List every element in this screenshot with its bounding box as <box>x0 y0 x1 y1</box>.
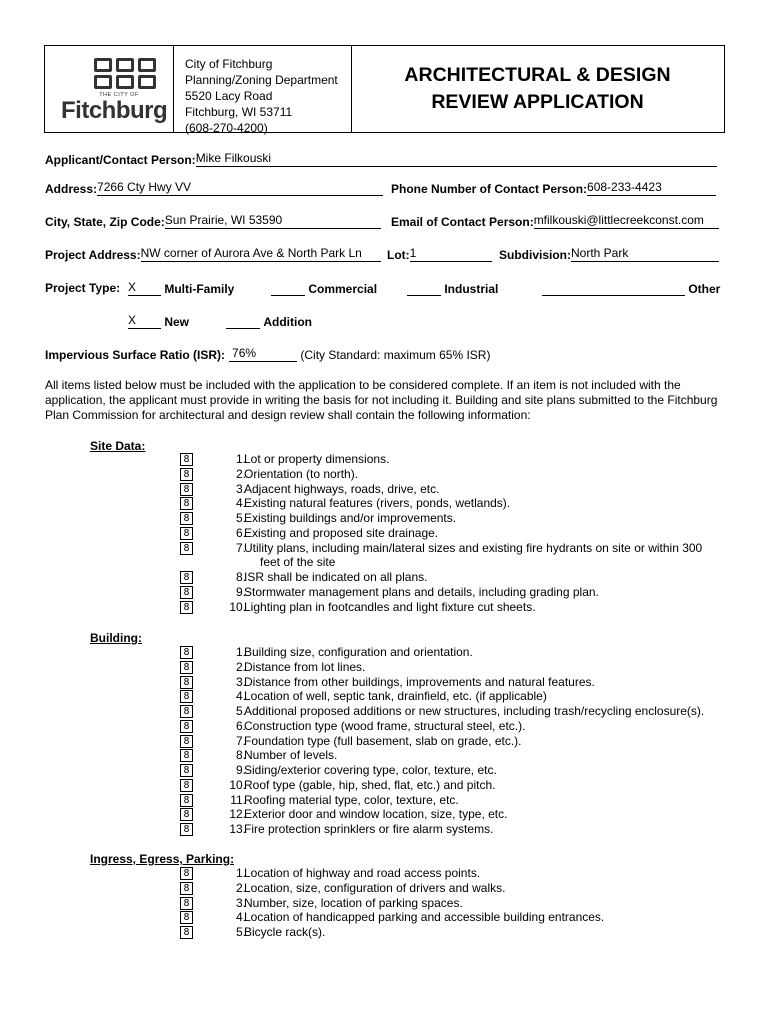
new-option[interactable]: X New <box>128 313 190 329</box>
phone-row: Phone Number of Contact Person: 608-233-4423 <box>391 181 716 196</box>
subdivision-row: Subdivision: North Park <box>499 247 719 262</box>
checkbox-icon[interactable]: 8 <box>180 483 193 496</box>
checkbox-icon[interactable]: 8 <box>180 867 193 880</box>
applicant-row: Applicant/Contact Person: Mike Filkouski <box>45 152 717 167</box>
address-row: Address: 7266 Cty Hwy VV <box>45 181 383 196</box>
site-data-heading: Site Data: <box>90 439 146 453</box>
checkbox-icon[interactable]: 8 <box>180 646 193 659</box>
checkbox-icon[interactable]: 8 <box>180 911 193 924</box>
instructions-paragraph: All items listed below must be included with the application to be considered complete. If an item is not included with the application, the applicant must provide in writing the basis for not including it. Building and site plans submitted to the Fitchburg Plan Commission for architectural and design review shall contain the following information: <box>45 378 718 422</box>
project-address-field[interactable]: NW corner of Aurora Ave & North Park Ln <box>141 247 381 262</box>
checkbox-icon[interactable]: 8 <box>180 601 193 614</box>
department-address: City of Fitchburg Planning/Zoning Department 5520 Lacy Road Fitchburg, WI 53711 (608-270-4200) <box>185 57 338 135</box>
checkbox-icon[interactable]: 8 <box>180 882 193 895</box>
subdivision-field[interactable]: North Park <box>571 247 719 262</box>
checkbox-icon[interactable]: 8 <box>180 676 193 689</box>
lot-row: Lot: 1 <box>387 247 492 262</box>
checkbox-icon[interactable]: 8 <box>180 542 193 555</box>
checkbox-icon[interactable]: 8 <box>180 779 193 792</box>
checkbox-icon[interactable]: 8 <box>180 453 193 466</box>
phone-field[interactable]: 608-233-4423 <box>587 181 716 196</box>
checkbox-icon[interactable]: 8 <box>180 926 193 939</box>
checkbox-icon[interactable]: 8 <box>180 690 193 703</box>
logo-tagline: THE CITY OF <box>99 92 139 98</box>
checkbox-icon[interactable]: 8 <box>180 571 193 584</box>
email-row: Email of Contact Person: mfilkouski@littlecreekconst.com <box>391 214 719 229</box>
header-box <box>44 45 725 133</box>
checkbox-icon[interactable]: 8 <box>180 720 193 733</box>
logo-grid-icon <box>94 58 160 92</box>
addition-option[interactable]: Addition <box>226 314 312 329</box>
checkbox-icon[interactable]: 8 <box>180 661 193 674</box>
city-state-zip-row: City, State, Zip Code: Sun Prairie, WI 53590 <box>45 214 381 229</box>
checkbox-icon[interactable]: 8 <box>180 586 193 599</box>
ingress-egress-parking-heading: Ingress, Egress, Parking: <box>90 852 235 866</box>
email-field[interactable]: mfilkouski@littlecreekconst.com <box>534 214 719 229</box>
city-state-zip-field[interactable]: Sun Prairie, WI 53590 <box>165 214 381 229</box>
isr-row: Impervious Surface Ratio (ISR): 76% (City Standard: maximum 65% ISR) <box>45 346 491 362</box>
checkbox-icon[interactable]: 8 <box>180 527 193 540</box>
checkbox-icon[interactable]: 8 <box>180 749 193 762</box>
checkbox-icon[interactable]: 8 <box>180 512 193 525</box>
industrial-option[interactable]: Industrial <box>407 281 498 296</box>
multi-family-option[interactable]: X Multi-Family <box>128 280 235 296</box>
fitchburg-logo <box>61 58 168 126</box>
checkbox-icon[interactable]: 8 <box>180 497 193 510</box>
address-field[interactable]: 7266 Cty Hwy VV <box>97 181 383 196</box>
checkbox-icon[interactable]: 8 <box>180 705 193 718</box>
checkbox-icon[interactable]: 8 <box>180 808 193 821</box>
logo-wordmark: Fitchburg <box>61 97 168 124</box>
building-heading: Building: <box>90 631 142 645</box>
commercial-option[interactable]: Commercial <box>271 281 377 296</box>
isr-field[interactable]: 76% <box>229 347 297 362</box>
checkbox-icon[interactable]: 8 <box>180 468 193 481</box>
other-option[interactable]: Other <box>542 281 720 296</box>
checkbox-icon[interactable]: 8 <box>180 764 193 777</box>
lot-field[interactable]: 1 <box>410 247 492 262</box>
applicant-field[interactable]: Mike Filkouski <box>196 152 717 167</box>
project-type-label: Project Type: <box>45 281 121 295</box>
checkbox-icon[interactable]: 8 <box>180 823 193 836</box>
checkbox-icon[interactable]: 8 <box>180 794 193 807</box>
checkbox-icon[interactable]: 8 <box>180 735 193 748</box>
page-title: ARCHITECTURAL & DESIGN REVIEW APPLICATION <box>404 64 671 113</box>
checkbox-icon[interactable]: 8 <box>180 897 193 910</box>
project-address-row: Project Address: NW corner of Aurora Ave & North Park Ln <box>45 247 381 262</box>
